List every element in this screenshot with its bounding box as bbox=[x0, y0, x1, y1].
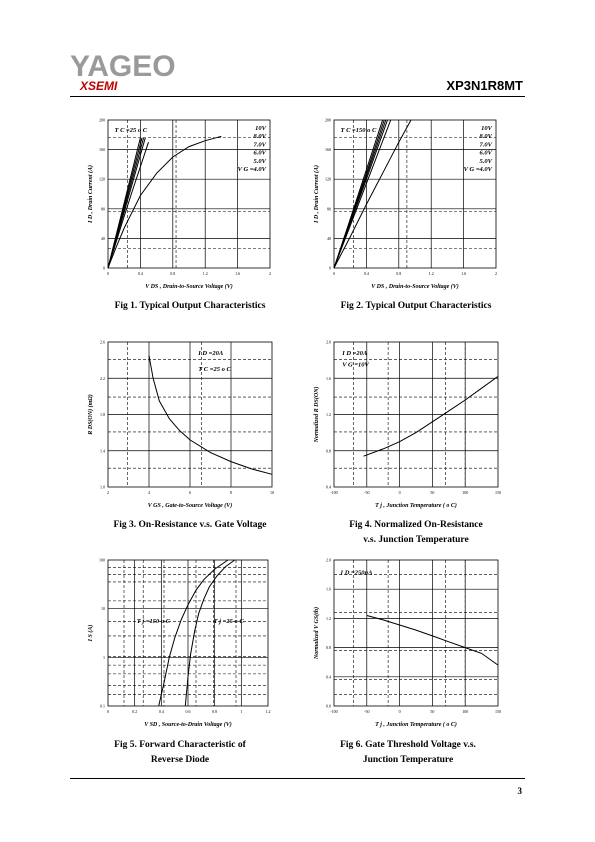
annotation-label: T j =150 o C bbox=[136, 617, 171, 625]
fig3-svg bbox=[84, 334, 280, 512]
x-tick-label: 8 bbox=[230, 490, 232, 495]
y-tick-label: 0 bbox=[103, 265, 105, 271]
fig6-svg bbox=[308, 552, 504, 732]
x-axis-label: V SD , Source-to-Drain Voltage (V) bbox=[144, 722, 232, 728]
y-tick-label: 160 bbox=[325, 147, 331, 153]
annotation-label: T C =25 o C bbox=[114, 126, 148, 134]
x-axis-label: V DS , Drain-to-Source Voltage (V) bbox=[371, 284, 459, 290]
y-tick-label: 40 bbox=[327, 235, 331, 241]
annotation-label: I D =20A bbox=[342, 350, 368, 358]
y-tick-label: 0.0 bbox=[326, 703, 331, 709]
y-tick-label: 0 bbox=[329, 265, 331, 271]
footer-divider bbox=[70, 778, 525, 779]
y-tick-label: 2.2 bbox=[100, 375, 105, 381]
series-line bbox=[364, 376, 499, 456]
x-axis-label: T j , Junction Temperature ( o C) bbox=[375, 503, 457, 509]
x-tick-label: 0 bbox=[333, 271, 335, 276]
logo-main-text: YAGEO bbox=[70, 50, 176, 83]
legend-label: 5.0V bbox=[479, 157, 492, 165]
y-tick-label: 0.8 bbox=[326, 645, 331, 651]
x-axis-label: T j , Junction Temperature ( o C) bbox=[375, 722, 457, 728]
part-number: XP3N1R8MT bbox=[446, 78, 523, 93]
x-tick-label: 2 bbox=[495, 271, 497, 276]
x-tick-label: 50 bbox=[430, 490, 435, 495]
y-tick-label: 1.0 bbox=[100, 484, 105, 490]
y-tick-label: 1 bbox=[103, 654, 105, 660]
x-tick-label: 1 bbox=[240, 709, 243, 714]
x-tick-label: 0.8 bbox=[170, 271, 176, 276]
x-tick-label: 0.2 bbox=[132, 709, 138, 714]
series-line bbox=[149, 356, 272, 475]
y-tick-label: 2.6 bbox=[100, 339, 105, 345]
y-tick-label: 1.6 bbox=[326, 586, 331, 592]
x-tick-label: 1.2 bbox=[202, 271, 208, 276]
series-line bbox=[334, 120, 391, 268]
x-tick-label: -50 bbox=[364, 490, 370, 495]
y-tick-label: 0.8 bbox=[326, 448, 331, 454]
caption-fig3: Fig 3. On-Resistance v.s. Gate Voltage bbox=[113, 520, 267, 530]
y-axis-label: I D , Drain Current (A) bbox=[88, 164, 94, 224]
y-tick-label: 160 bbox=[99, 147, 105, 153]
caption-fig6-line1: Fig 6. Gate Threshold Voltage v.s. bbox=[340, 740, 476, 750]
y-tick-label: 10 bbox=[101, 606, 105, 612]
x-tick-label: 150 bbox=[495, 490, 501, 495]
x-tick-label: 100 bbox=[462, 490, 469, 495]
x-tick-label: 0.8 bbox=[212, 709, 218, 714]
figure-3 bbox=[84, 334, 280, 512]
x-tick-label: 0.4 bbox=[137, 271, 143, 276]
x-tick-label: 100 bbox=[462, 709, 469, 714]
x-axis-label: V GS , Gate-to-Source Voltage (V) bbox=[147, 503, 233, 509]
y-tick-label: 120 bbox=[325, 176, 331, 182]
y-tick-label: 1.6 bbox=[326, 375, 331, 381]
y-tick-label: 80 bbox=[327, 206, 331, 212]
y-axis-label: Normalized R DS(ON) bbox=[314, 386, 320, 443]
y-tick-label: 1.8 bbox=[100, 412, 105, 417]
figure-4 bbox=[308, 334, 504, 512]
x-tick-label: 0.6 bbox=[185, 709, 191, 714]
y-tick-label: 200 bbox=[99, 117, 105, 123]
x-tick-label: 0.4 bbox=[363, 271, 369, 276]
caption-fig4-line1: Fig 4. Normalized On-Resistance bbox=[349, 520, 483, 530]
page-number: 3 bbox=[517, 786, 522, 796]
x-axis-label: V DS , Drain-to-Source Voltage (V) bbox=[145, 284, 233, 290]
x-tick-label: 1.6 bbox=[235, 271, 241, 276]
legend-label: 10V bbox=[255, 125, 266, 132]
plot-frame bbox=[108, 120, 270, 268]
caption-fig2: Fig 2. Typical Output Characteristics bbox=[340, 301, 492, 311]
y-axis-label: I S (A) bbox=[88, 624, 94, 642]
x-tick-label: 0 bbox=[107, 709, 109, 714]
legend-label: 6.0V bbox=[253, 149, 266, 157]
legend-label: 7.0V bbox=[253, 141, 266, 149]
annotation-label: I D =250uA bbox=[340, 569, 373, 577]
x-tick-label: -100 bbox=[330, 490, 338, 495]
annotation-label: V G =10V bbox=[342, 361, 369, 369]
x-tick-label: 0 bbox=[107, 271, 109, 276]
x-tick-label: 1.2 bbox=[428, 271, 434, 276]
y-tick-label: 80 bbox=[101, 206, 105, 212]
logo-sub-text: XSEMI bbox=[80, 79, 118, 93]
figure-2 bbox=[308, 112, 504, 297]
header-divider bbox=[70, 96, 525, 97]
plot-frame bbox=[334, 560, 498, 706]
fig1-svg bbox=[84, 112, 280, 297]
x-tick-label: 2 bbox=[269, 271, 271, 276]
legend-label: 8.0V bbox=[253, 133, 266, 141]
caption-fig1: Fig 1. Typical Output Characteristics bbox=[114, 301, 266, 311]
figure-1 bbox=[84, 112, 280, 297]
x-tick-label: 6 bbox=[189, 490, 191, 495]
y-axis-label: R DS(ON) (mΩ) bbox=[88, 394, 94, 435]
legend-label: 10V bbox=[481, 125, 492, 132]
y-tick-label: 1.4 bbox=[100, 448, 105, 454]
y-tick-label: 0.1 bbox=[100, 703, 105, 709]
x-tick-label: -100 bbox=[330, 709, 338, 714]
fig2-svg bbox=[308, 112, 504, 297]
series-line bbox=[108, 142, 149, 268]
x-tick-label: 2 bbox=[107, 490, 109, 495]
y-tick-label: 40 bbox=[101, 235, 105, 241]
x-tick-label: 0.4 bbox=[158, 709, 164, 714]
x-tick-label: 0.8 bbox=[396, 271, 402, 276]
y-tick-label: 2.0 bbox=[326, 557, 331, 563]
figure-6 bbox=[308, 552, 504, 732]
y-tick-label: 120 bbox=[99, 176, 105, 182]
caption-fig5-line2: Reverse Diode bbox=[150, 755, 210, 765]
legend-label: 7.0V bbox=[479, 141, 492, 149]
y-tick-label: 200 bbox=[325, 117, 331, 123]
legend-label: V G =4.0V bbox=[237, 166, 266, 173]
annotation-label: I D =20A bbox=[198, 350, 224, 358]
y-axis-label: I D , Drain Current (A) bbox=[314, 164, 320, 224]
caption-fig5-line1: Fig 5. Forward Characteristic of bbox=[114, 740, 246, 750]
annotation-label: T j =25 o C bbox=[213, 617, 244, 625]
x-tick-label: -50 bbox=[364, 709, 370, 714]
y-tick-label: 1.2 bbox=[326, 412, 331, 417]
y-tick-label: 0.4 bbox=[326, 484, 331, 490]
caption-fig6-line2: Junction Temperature bbox=[362, 755, 454, 765]
y-axis-label: Normalized V GS(th) bbox=[314, 606, 320, 660]
y-tick-label: 100 bbox=[99, 557, 105, 563]
x-tick-label: 10 bbox=[270, 490, 274, 495]
caption-fig4-line2: v.s. Junction Temperature bbox=[363, 535, 469, 545]
x-tick-label: 150 bbox=[495, 709, 501, 714]
series-line bbox=[334, 120, 411, 268]
fig5-svg bbox=[84, 552, 280, 732]
x-tick-label: 1.6 bbox=[461, 271, 467, 276]
y-tick-label: 1.2 bbox=[326, 615, 331, 621]
x-tick-label: 50 bbox=[430, 709, 435, 714]
x-tick-label: 0 bbox=[398, 490, 401, 495]
y-tick-label: 2.0 bbox=[326, 339, 331, 345]
legend-label: V G =4.0V bbox=[463, 166, 492, 173]
legend-label: 6.0V bbox=[479, 149, 492, 157]
legend-label: 5.0V bbox=[253, 157, 266, 165]
annotation-label: T C =150 o C bbox=[340, 126, 377, 134]
x-tick-label: 4 bbox=[148, 490, 150, 495]
fig4-svg bbox=[308, 334, 504, 512]
x-tick-label: 1.2 bbox=[265, 709, 271, 714]
x-tick-label: 0 bbox=[398, 709, 401, 714]
legend-label: 8.0V bbox=[479, 133, 492, 141]
annotation-label: T C =25 o C bbox=[198, 366, 231, 373]
figure-5 bbox=[84, 552, 280, 732]
y-tick-label: 0.4 bbox=[326, 674, 331, 680]
